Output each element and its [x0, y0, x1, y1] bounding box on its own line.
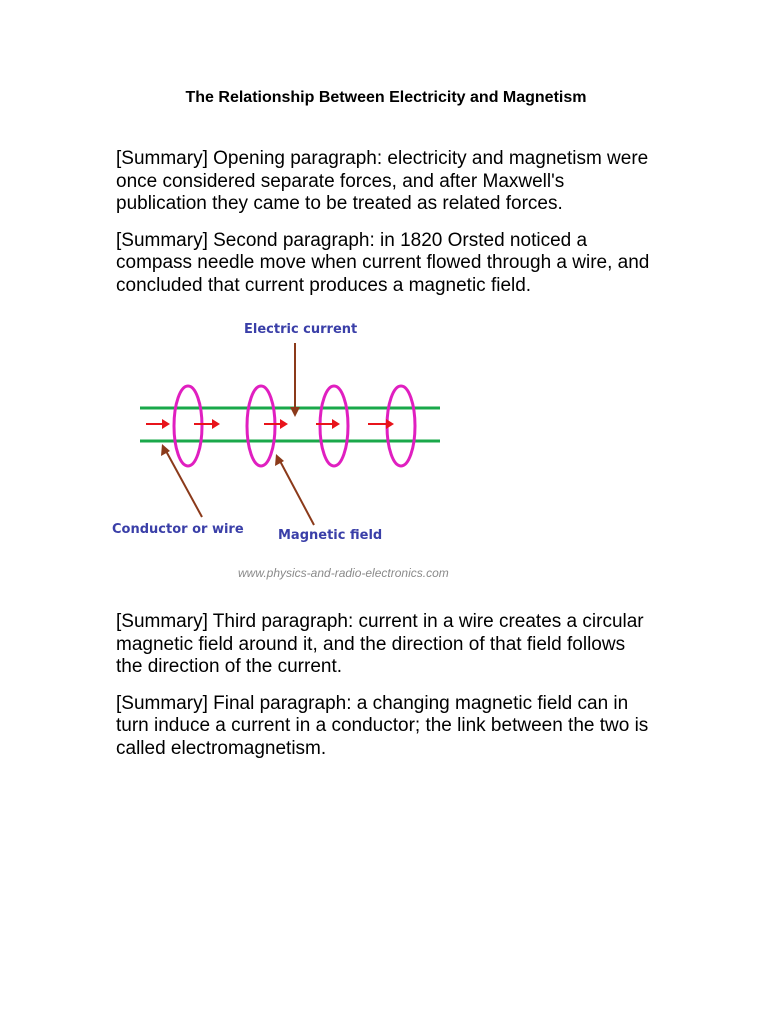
orsted-summary: [Summary] Second paragraph: in 1820 Orsted noticed a compass needle move when current flowed through a wire, and concluded that current produces a magnetic field. [116, 229, 650, 296]
diagram-svg [110, 311, 510, 581]
figure-source-credit: www.physics-and-radio-electronics.com [238, 566, 449, 580]
current-arrow-1 [146, 419, 170, 429]
current-arrow-2 [194, 419, 220, 429]
pointer-electric-current [290, 343, 300, 417]
label-conductor-or-wire: Conductor or wire [112, 522, 244, 537]
pointer-magnetic-field [275, 454, 314, 525]
magnetic-field-loop-1 [174, 386, 202, 466]
pointer-conductor [161, 444, 202, 517]
conclusion-summary: [Summary] Final paragraph: a changing magnetic field can in turn induce a current in a conductor; the link between the two is called electromagnetism. [116, 692, 649, 759]
current-arrow-5 [368, 419, 394, 429]
relation-summary: [Summary] Third paragraph: current in a wire creates a circular magnetic field around it, and the direction of that field follows the direction of the current. [116, 611, 644, 677]
label-magnetic-field: Magnetic field [278, 528, 383, 543]
label-electric-current: Electric current [244, 322, 358, 337]
magnetic-field-loop-2 [247, 386, 275, 466]
magnetic-field-loop-4 [387, 386, 415, 466]
document-title: The Relationship Between Electricity and Magnetism [185, 89, 587, 106]
intro-summary: [Summary] Opening paragraph: electricity and magnetism were once considered separate forces, and after Maxwell's publication they came to be treated as related forces. [116, 148, 649, 214]
magnetic-field-diagram [110, 311, 510, 601]
